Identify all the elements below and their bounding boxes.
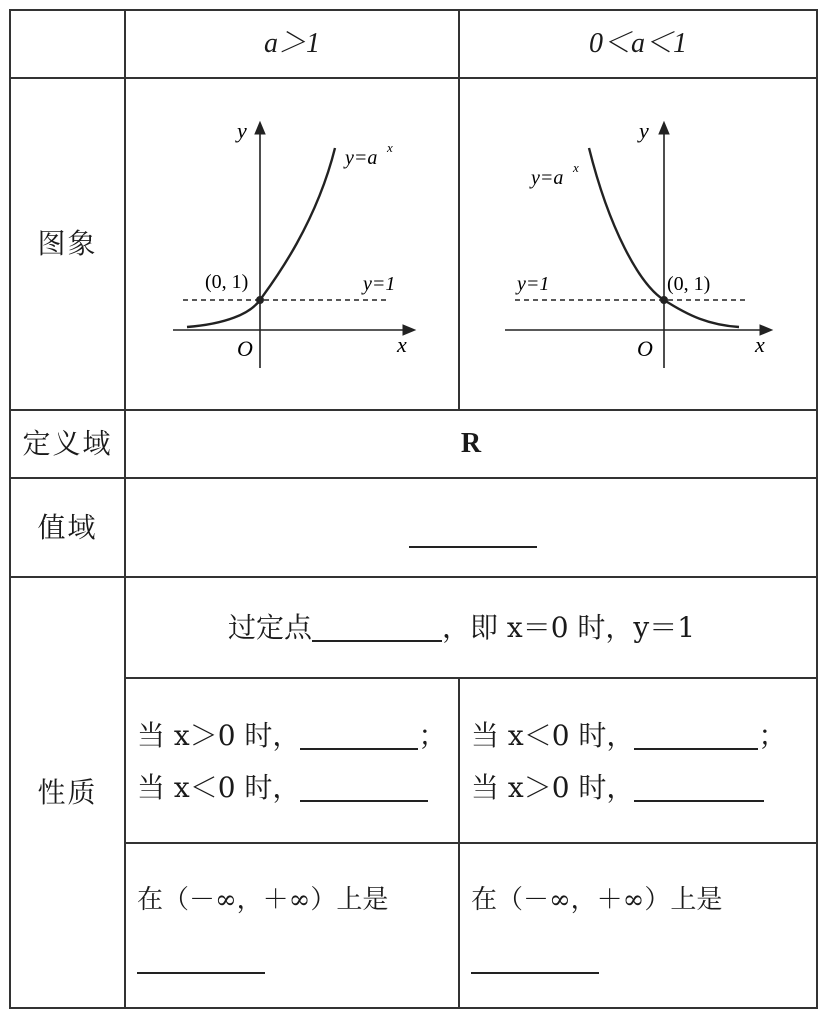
curve-label: y=a <box>531 167 564 189</box>
fixed-point-line <box>228 611 696 644</box>
x-axis-label: x <box>755 332 765 357</box>
curve-exponent: x <box>573 160 579 175</box>
right-sign-text-1: 当 x＜0 时， <box>471 719 635 752</box>
origin-label: O <box>637 336 653 361</box>
left-sign-blank-1 <box>300 722 418 750</box>
point-label: (0, 1) <box>205 271 249 293</box>
left-sign-text-2: 当 x＜0 时， <box>137 771 301 804</box>
domain-row-label: 定义域 <box>22 427 113 460</box>
left-sign-line-1 <box>137 719 447 752</box>
fixed-point-blank <box>312 614 442 642</box>
right-sign-text-2: 当 x＞0 时， <box>471 771 635 804</box>
y-axis-arrow-icon <box>659 122 669 134</box>
left-sign-end-1: ； <box>418 719 447 752</box>
y-axis-label: y <box>237 118 247 143</box>
range-row-label: 值域 <box>37 510 98 544</box>
range-blank <box>409 520 537 548</box>
right-sign-end-1: ； <box>758 719 787 752</box>
fixed-point-suffix: ，即 x＝0 时，y＝1 <box>442 611 696 644</box>
domain-value: R <box>460 428 482 459</box>
right-sign-line-1 <box>471 719 787 752</box>
right-sign-line-2 <box>471 771 764 804</box>
y-axis-label: y <box>639 118 649 143</box>
monotone-right-blank <box>471 946 599 974</box>
graph-row-label: 图象 <box>37 227 98 260</box>
curve-exponent: x <box>387 140 393 155</box>
line-label: y=1 <box>363 273 396 295</box>
y-axis-arrow-icon <box>255 122 265 134</box>
monotone-left-text: 在（－∞，＋∞）上是 <box>137 885 389 915</box>
header-a-greater-1: a＞1 <box>263 28 320 59</box>
line-label: y=1 <box>517 273 550 295</box>
right-sign-blank-2 <box>634 774 764 802</box>
monotone-left-blank <box>137 946 265 974</box>
left-sign-text-1: 当 x＞0 时， <box>137 719 301 752</box>
right-sign-blank-1 <box>634 722 758 750</box>
graph-exp-growth <box>125 78 459 410</box>
header-a-between-0-1: 0＜a＜1 <box>588 28 687 59</box>
graph-exp-decay <box>459 78 817 410</box>
curve-label: y=a <box>345 147 378 169</box>
point-label: (0, 1) <box>667 273 711 295</box>
monotone-right-text: 在（－∞，＋∞）上是 <box>471 885 723 915</box>
origin-label: O <box>237 336 253 361</box>
left-sign-blank-2 <box>300 774 428 802</box>
properties-row-label: 性质 <box>37 775 98 809</box>
fixed-point-prefix: 过定点 <box>228 611 313 644</box>
x-axis-label: x <box>397 332 407 357</box>
left-sign-line-2 <box>137 771 428 804</box>
